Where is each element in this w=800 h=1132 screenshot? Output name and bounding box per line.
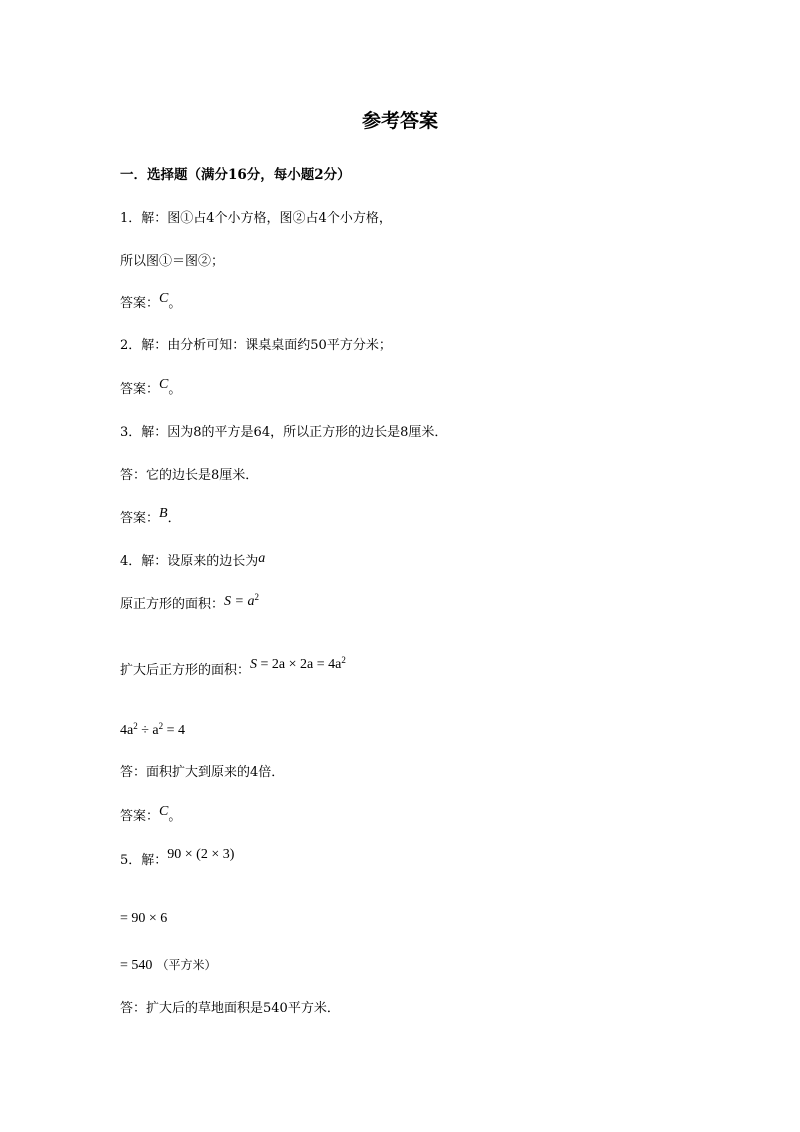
answer-suffix: 。 <box>168 809 182 824</box>
q1-solution-line: 1．解：图①占4个小方格，图②占4个小方格， <box>120 211 392 226</box>
q5-expression-2: = 90 × 6 <box>120 911 168 926</box>
q4-original-area-label: 原正方形的面积： <box>120 597 225 612</box>
q5-expression-3: = 540 <box>120 958 153 973</box>
page-title: 参考答案 <box>361 110 438 132</box>
formula-enlarged-area <box>250 657 346 672</box>
variable-a: a <box>258 551 266 566</box>
q1-conclusion-line: 所以图①＝图②； <box>120 254 225 269</box>
q3-solution-line: 3．解：因为8的平方是64，所以正方形的边长是8厘米． <box>120 425 448 440</box>
answer-prefix: 答案： <box>120 809 160 824</box>
answer-suffix: 。 <box>168 382 182 397</box>
q2-answer <box>120 377 182 399</box>
formula-s: S <box>250 657 258 672</box>
answer-suffix: 。 <box>168 296 182 311</box>
answer-prefix: 答案： <box>120 511 160 526</box>
formula-original-area <box>224 594 259 609</box>
q5-result-line <box>120 956 217 975</box>
q1-answer <box>120 291 182 313</box>
answer-suffix: ． <box>167 511 181 526</box>
q4-enlarged-area-label: 扩大后正方形的面积： <box>120 663 251 678</box>
answer-prefix: 答案： <box>120 296 160 311</box>
q4-answer <box>120 804 182 826</box>
q5-conclusion-line: 答：扩大后的草地面积是540平方米． <box>120 1001 340 1016</box>
q4-conclusion-line: 答：面积扩大到原来的4倍． <box>120 765 285 780</box>
section-heading: 一．选择题（满分16分，每小题2分） <box>120 167 351 183</box>
exponent: 2 <box>158 721 164 731</box>
formula-rhs: = 2a × 2a = 4a <box>260 657 342 672</box>
answer-letter: B <box>159 506 168 521</box>
q3-answer <box>120 506 181 528</box>
q5-label: 5．解： <box>120 853 168 868</box>
exponent: 2 <box>341 655 346 665</box>
q4-setup-text: 4．解：设原来的边长为 <box>120 554 259 569</box>
q5-solution-line <box>120 847 235 870</box>
q4-enlarged-area-line <box>120 655 346 680</box>
q5-unit: （平方米） <box>156 958 217 972</box>
q2-solution-line: 2．解：由分析可知：课桌桌面约50平方分米； <box>120 338 392 353</box>
answer-letter: C <box>159 377 169 392</box>
q3-conclusion-line: 答：它的边长是8厘米． <box>120 468 259 483</box>
q4-original-area-line <box>120 592 259 614</box>
q5-expression-1: 90 × (2 × 3) <box>167 847 235 862</box>
answer-letter: C <box>159 291 169 306</box>
exponent: 2 <box>133 721 138 731</box>
formula-part-2: ÷ a <box>137 723 159 738</box>
answer-letter: C <box>159 804 169 819</box>
formula-s: S <box>224 594 232 609</box>
exponent: 2 <box>254 592 259 602</box>
formula-part-1: 4a <box>120 723 134 738</box>
q4-ratio-formula <box>120 722 185 740</box>
formula-part-3: = 4 <box>163 723 186 738</box>
formula-rhs: = a <box>234 594 255 609</box>
answer-prefix: 答案： <box>120 382 160 397</box>
q4-setup-line <box>120 553 265 571</box>
